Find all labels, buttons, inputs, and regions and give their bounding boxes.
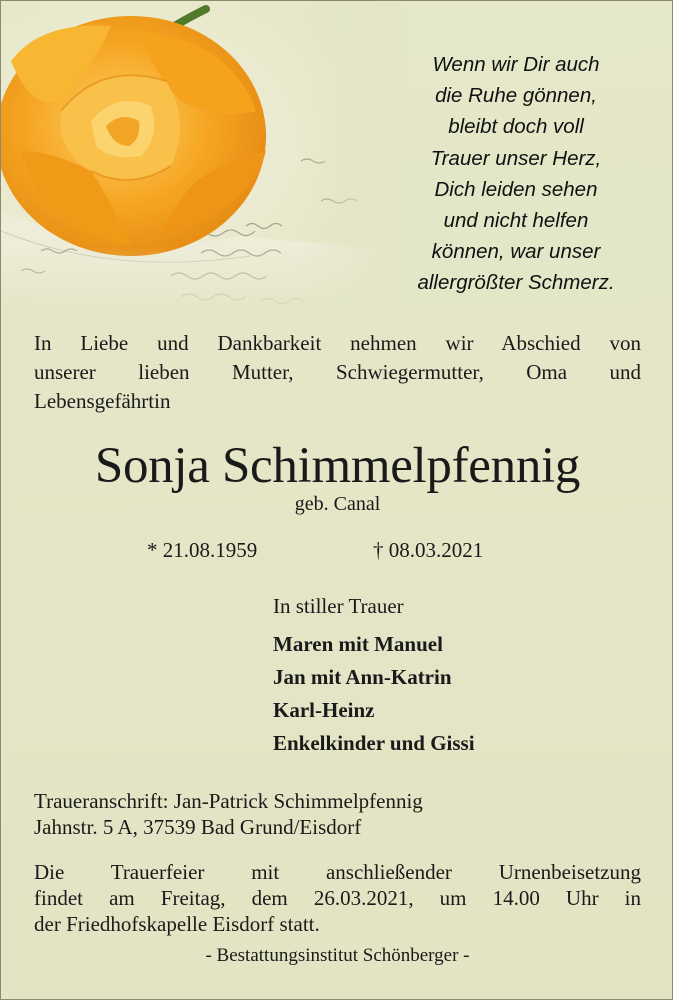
- undertaker-credit: - Bestattungsinstitut Schönberger -: [205, 945, 470, 966]
- mourning-address: [34, 788, 641, 840]
- deceased-name-text: Sonja Schimmelpfennig: [94, 438, 581, 494]
- intro-line: Lebensgefährtin: [34, 389, 171, 413]
- poem-line: Trauer unser Herz,: [430, 146, 602, 170]
- ceremony-info: [34, 859, 641, 937]
- poem-line: können, war unser: [431, 240, 601, 264]
- ceremony-line: findet am Freitag, dem 26.03.2021, um 14.00 Uhr in: [34, 886, 641, 910]
- intro-text: [34, 329, 641, 416]
- intro-line: In Liebe und Dankbarkeit nehmen wir Abschied von: [34, 331, 641, 355]
- deceased-name: [1, 435, 673, 496]
- poem-line: Dich leiden sehen: [434, 177, 598, 201]
- family-member: Maren mit Manuel: [273, 632, 443, 656]
- birth-date: * 21.08.1959: [147, 538, 258, 562]
- rose-image: [1, 1, 401, 316]
- poem-line: Wenn wir Dir auch: [432, 53, 600, 76]
- death-date: † 08.03.2021: [373, 538, 484, 562]
- address-line: Jahnstr. 5 A, 37539 Bad Grund/Eisdorf: [34, 815, 362, 839]
- intro-line: unserer lieben Mutter, Schwiegermutter, Oma und: [34, 360, 641, 384]
- family-member: Jan mit Ann-Katrin: [273, 665, 452, 689]
- ceremony-line: der Friedhofskapelle Eisdorf statt.: [34, 912, 320, 936]
- poem: [396, 49, 636, 299]
- address-line: Traueranschrift: Jan-Patrick Schimmelpfennig: [34, 789, 423, 813]
- ceremony-line: Die Trauerfeier mit anschließender Urnenbeisetzung: [34, 860, 641, 884]
- poem-line: allergrößter Schmerz.: [417, 271, 615, 295]
- family-member: Enkelkinder und Gissi: [273, 731, 475, 755]
- poem-line: die Ruhe gönnen,: [435, 84, 597, 108]
- family-list: [273, 628, 475, 760]
- mourning-label: In stiller Trauer: [273, 594, 404, 618]
- family-member: Karl-Heinz: [273, 698, 375, 722]
- poem-line: bleibt doch voll: [448, 115, 584, 139]
- maiden-name: geb. Canal: [294, 493, 381, 515]
- poem-line: und nicht helfen: [443, 209, 589, 233]
